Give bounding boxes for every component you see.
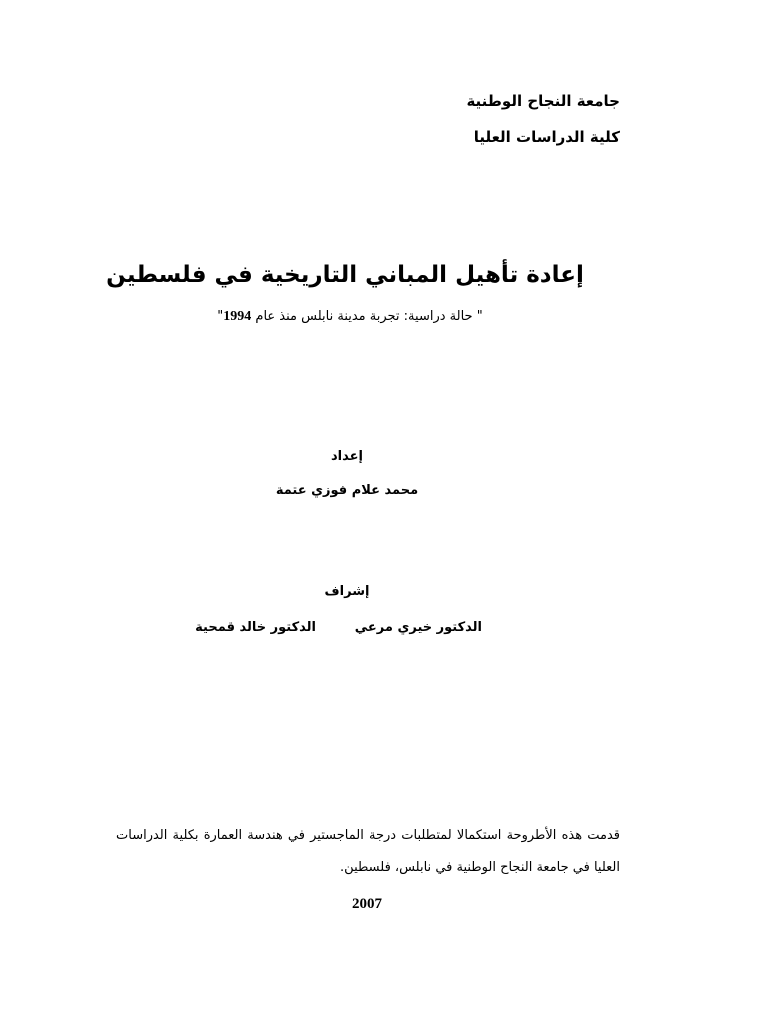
supervisor-name: الدكتور خالد قمحية: [195, 620, 316, 635]
subtitle-close-quote: ": [217, 309, 224, 324]
submission-year: 2007: [352, 896, 382, 912]
university-name: جامعة النجاح الوطنية: [466, 92, 620, 110]
thesis-title: إعادة تأهيل المباني التاريخية في فلسطين: [106, 262, 584, 288]
supervision-label: إشراف: [324, 584, 370, 599]
author-name: محمد علام فوزي عتمة: [275, 483, 419, 498]
submission-statement: قدمت هذه الأطروحة استكمالا لمتطلبات درجة الماجستير في هندسة العمارة بكلية الدراسات العليا في جامعة النجاح الوطنية في نابلس، فلسطين.: [116, 828, 620, 875]
subtitle-text: " حالة دراسية: تجربة مدينة نابلس منذ عام: [251, 309, 483, 324]
prepared-by-label: إعداد: [331, 449, 363, 464]
faculty-name: كلية الدراسات العليا: [473, 128, 620, 146]
thesis-subtitle: [0, 309, 700, 326]
subtitle-year: 1994: [223, 309, 252, 324]
supervisor-name: الدكتور خيري مرعي: [354, 620, 482, 635]
